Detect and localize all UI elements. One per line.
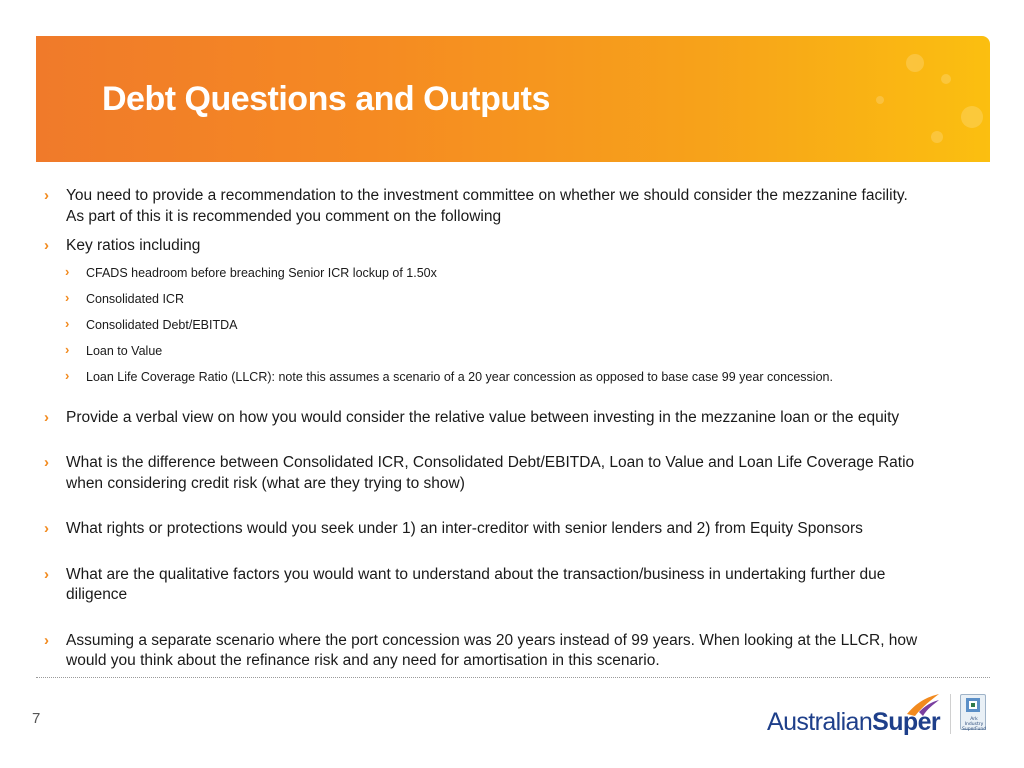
chevron-right-icon: › [65,263,70,279]
list-item-text: Assuming a separate scenario where the port concession was 20 years instead of 99 years. When looking at the LLCR, how [66,631,918,649]
logo-text [767,708,940,737]
list-item [44,631,974,672]
chevron-right-icon: › [44,565,49,583]
list-item-text: You need to provide a recommendation to the investment committee on whether we should consider the mezzanine facility. [66,187,908,204]
chevron-right-icon: › [65,367,70,383]
sub-list-item-text: CFADS headroom before breaching Senior ICR lockup of 1.50x [86,265,437,280]
list-item-text: As part of this it is recommended you comment on the following [66,207,502,225]
list-item-text: diligence [66,586,128,603]
chevron-right-icon: › [44,631,49,649]
sub-list-item [44,265,974,281]
chevron-right-icon: › [44,237,49,254]
list-item [44,519,974,540]
sub-list-item [44,317,974,333]
list-item-text: when considering credit risk (what are they trying to show) [66,474,465,492]
page-number: 7 [32,710,41,727]
chevron-right-icon: › [44,454,49,471]
chevron-right-icon: › [65,315,70,331]
list-item [44,408,974,429]
sub-list-item-text: Loan to Value [86,343,163,358]
list-item [44,565,974,606]
footer-divider [36,677,990,678]
bullet-content [44,186,974,672]
page-title: Debt Questions and Outputs [102,80,550,118]
list-item [44,453,974,494]
badge-emblem-icon [961,695,985,715]
sub-list-item-text: Consolidated ICR [86,291,184,306]
sub-list-item [44,343,974,359]
chevron-right-icon: › [65,341,70,357]
industry-fund-badge [960,694,986,730]
list-item-text: would you think about the refinance risk and any need for amortisation in this scenario. [66,652,660,669]
chevron-right-icon: › [65,289,70,305]
logo-text-regular: Australian [767,708,873,736]
logo-separator [950,694,951,734]
list-item-text: What is the difference between Consolidated ICR, Consolidated Debt/EBITDA, Loan to Value and Loan Life Coverage Ratio [66,454,915,471]
badge-text: Ark Industry SuperFund [962,717,987,732]
list-item-text: Provide a verbal view on how you would consider the relative value between investing in the mezzanine loan or the equity [66,408,900,426]
sub-list-item [44,369,974,385]
list-item [44,186,974,227]
title-banner [36,36,990,162]
list-item-text: What are the qualitative factors you would want to understand about the transaction/business in undertaking further due [66,565,886,583]
chevron-right-icon: › [44,408,49,426]
list-item [44,236,974,257]
australiansuper-logo [765,692,945,742]
sub-list-item-text: Loan Life Coverage Ratio (LLCR): note this assumes a scenario of a 20 year concession as opposed to base case 99 year concession. [86,369,833,384]
list-item-text: What rights or protections would you seek under 1) an inter-creditor with senior lenders and 2) from Equity Sponsors [66,520,863,537]
sub-list-item-text: Consolidated Debt/EBITDA [86,317,238,332]
chevron-right-icon: › [44,187,49,204]
list-item-text: Key ratios including [66,237,201,254]
chevron-right-icon: › [44,520,49,537]
logo-text-bold: Super [872,708,941,736]
sub-list-item [44,291,974,307]
